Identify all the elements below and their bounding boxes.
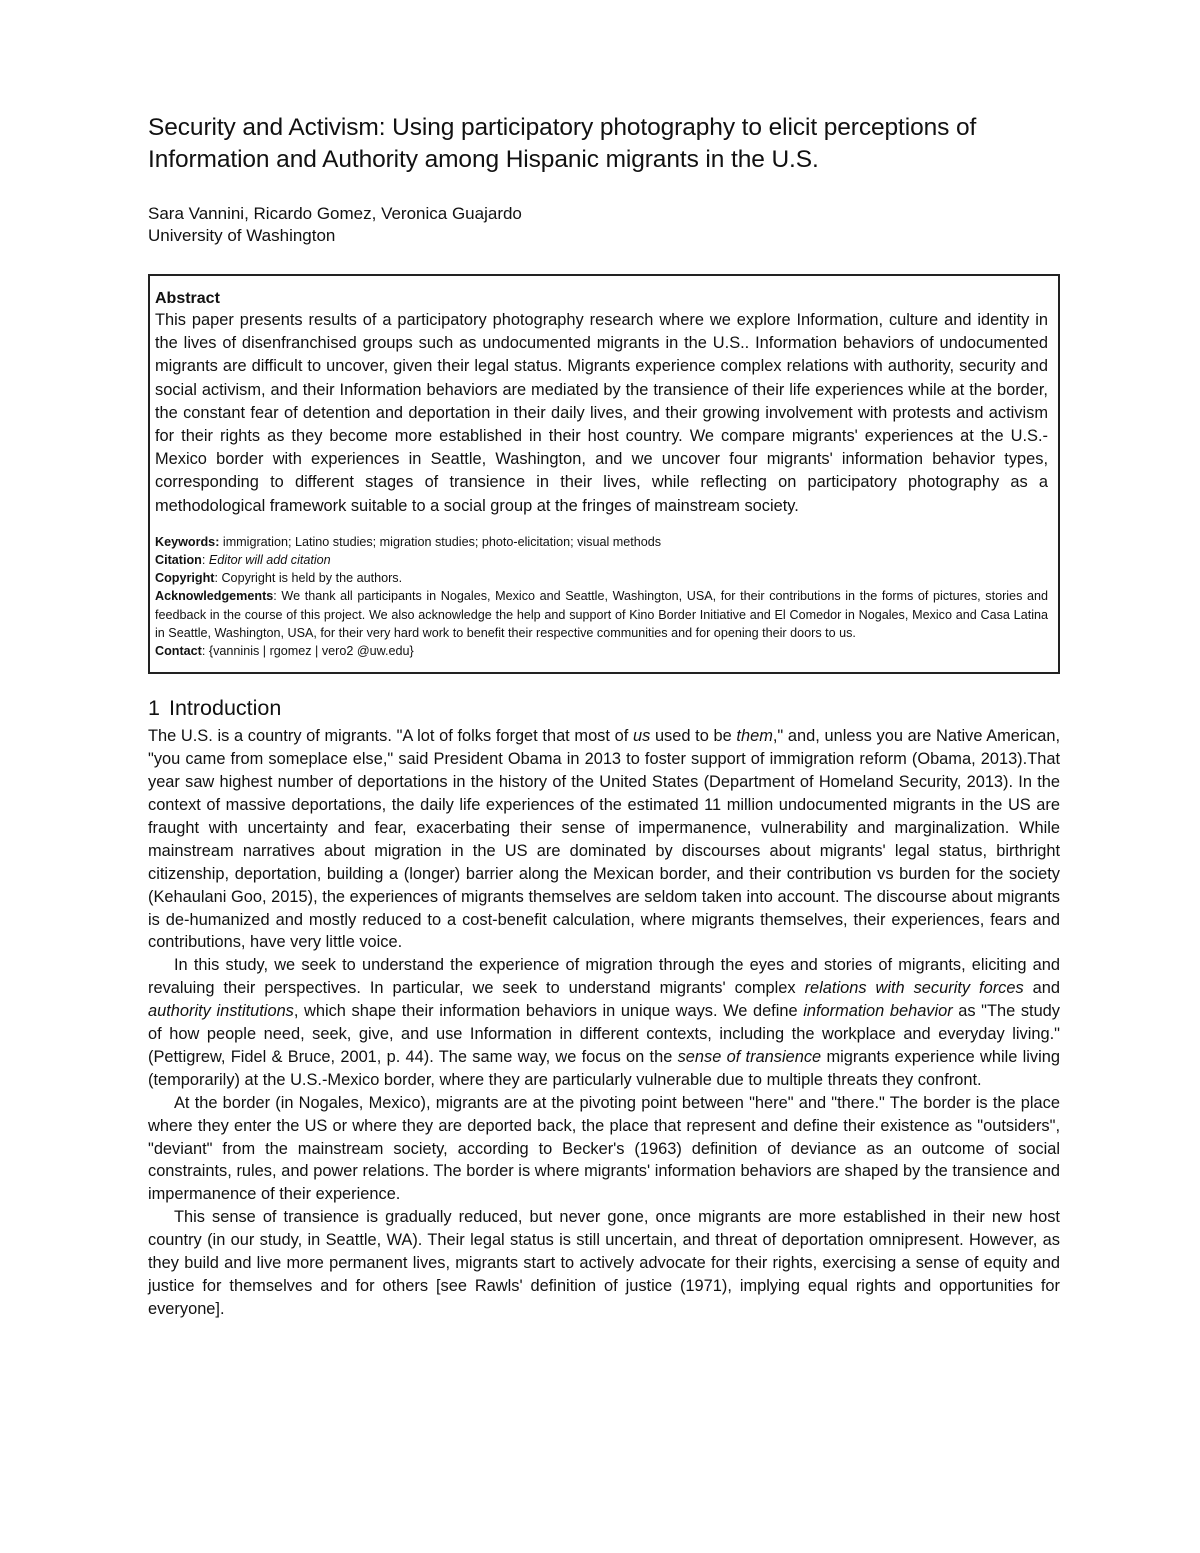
paragraph-2 [148,954,1060,1091]
contact-value: : {vanninis | rgomez | vero2 @uw.edu} [201,644,414,659]
paragraph-text: In this study, we seek to understand the experience of migration through the eyes and stories of migrants, eliciting and revaluing their perspectives. In particular, we seek to understand migrants' complex [148,956,1060,998]
contact-label: Contact [155,644,202,659]
emphasis-text: authority institutions [148,1002,294,1021]
section-title: Introduction [168,696,282,721]
acknowledgements-line [155,587,1048,642]
emphasis-text: us [632,727,651,746]
paragraph-text: migrants experience while living (temporarily) at the U.S.-Mexico border, where they are particularly vulnerable due to multiple threats they confront. [148,1047,1060,1089]
section-body [148,725,1060,1321]
paragraph-text: as "The study of how people need, seek, give, and use Information in different contexts, including the workplace and everyday living." (Pettigrew, Fidel & Bruce, 2001, p. 44). The same way, we focus on the [148,1002,1060,1066]
emphasis-text: sense of transience [677,1047,822,1066]
paragraph-text: ," and, unless you are Native American, "you came from someplace else," said President Obama in 2013 to foster support of immigration reform (Obama, 2013).That year saw highest number of deportations in the history of the United States (Department of Homeland Security, 2013). In the context of massive deportations, the daily life experiences of the estimated 11 million undocumented migrants in the US are fraught with uncertainty and fear, exacerbating their sense of impermanence, vulnerability and marginalization. While mainstream narratives about migration in the US are dominated by discourses about migrants' legal status, birthright citizenship, deportation, building a (longer) barrier along the Mexican border, and their contribution vs burden for the society (Kehaulani Goo, 2015), the experiences of migrants themselves are seldom taken into account. The discourse about migrants is de-humanized and mostly reduced to a cost-benefit calculation, where migrants themselves, their experiences, fears and contributions, have very little voice. [148,727,1060,952]
citation-value: Editor will add citation [208,553,331,568]
paragraph-4: This sense of transience is gradually reduced, but never gone, once migrants are more established in their new host country (in our study, in Seattle, WA). Their legal status is still uncertain, and threat of deportation omnipresent. However, as they build and live more permanent lives, migrants start to actively advocate for their rights, exercising a sense of equity and justice for themselves and for others [see Rawls' definition of justice (1971), implying equal rights and opportunities for everyone]. [148,1208,1060,1318]
contact-line [155,642,1048,660]
author-block [148,203,1060,247]
copyright-line [155,569,1048,587]
paragraph-text: , which shape their information behaviors in unique ways. We define [293,1002,804,1021]
abstract-metadata [155,533,1048,660]
copyright-label: Copyright [155,571,215,586]
section-number: 1 [148,696,160,721]
affiliation: University of Washington [148,226,336,245]
citation-line: Citation: Editor will add citation [155,553,331,568]
citation-label: Citation [155,553,202,568]
paragraph-3: At the border (in Nogales, Mexico), migrants are at the pivoting point between "here" and "there." The border is the place where they enter the US or where they are deported back, the place that represent and define their existence as "outsiders", "deviant" from the mainstream society, according to Becker's (1963) definition of deviance as an outcome of social constraints, rules, and power relations. The border is where migrants' information behaviors are shaped by the transience and impermanence of their experience. [148,1093,1060,1204]
section-heading [148,693,1060,723]
keywords-value: immigration; Latino studies; migration studies; photo-elicitation; visual methods [219,534,662,549]
paragraph-1 [148,725,1060,954]
paragraph-text: The U.S. is a country of migrants. "A lot of folks forget that most of [148,727,633,746]
emphasis-text: relations with security forces [804,979,1024,998]
paper-page [148,112,1060,1321]
acknowledgements-value: : We thank all participants in Nogales, Mexico and Seattle, Washington, USA, for their contributions in the forms of pictures, stories and feedback in the course of this project. We also acknowledge the help and support of Kino Border Initiative and El Comedor in Nogales, Mexico and Casa Latina in Seattle, Washington, USA, for their very hard work to benefit their respective communities and for opening their doors to us. [155,589,1048,640]
emphasis-text: them [736,727,773,746]
paper-title: Security and Activism: Using participatory photography to elicit perceptions of Information and Authority among Hispanic migrants in the U.S. [148,114,977,173]
abstract-text: This paper presents results of a participatory photography research where we explore Information, culture and identity in the lives of disenfranchised groups such as undocumented migrants in the U.S.. Information behaviors of undocumented migrants are difficult to uncover, given their legal status. Migrants experience complex relations with authority, security and social activism, and their Information behaviors are mediated by the transience of their life experiences while at the border, the constant fear of detention and deportation in their daily lives, and their growing involvement with protests and activism for their rights as they become more established in their host country. We compare migrants' experiences at the U.S.-Mexico border with experiences in Seattle, Washington, and we uncover four migrants' information behavior types, corresponding to different stages of transience in their lives, while reflecting on participatory photography as a methodological framework suitable to a social group at the fringes of mainstream society. [155,311,1048,515]
emphasis-text: information behavior [803,1002,953,1021]
paragraph-text: used to be [650,727,737,746]
keywords-label: Keywords: [155,534,220,549]
abstract-heading: Abstract [155,290,220,307]
copyright-value: : Copyright is held by the authors. [214,571,403,586]
paragraph-text: and [1023,979,1060,998]
abstract-box [148,274,1060,674]
keywords-line [155,533,1048,551]
acknowledgements-label: Acknowledgements [155,589,274,604]
author-names: Sara Vannini, Ricardo Gomez, Veronica Guajardo [148,204,522,223]
